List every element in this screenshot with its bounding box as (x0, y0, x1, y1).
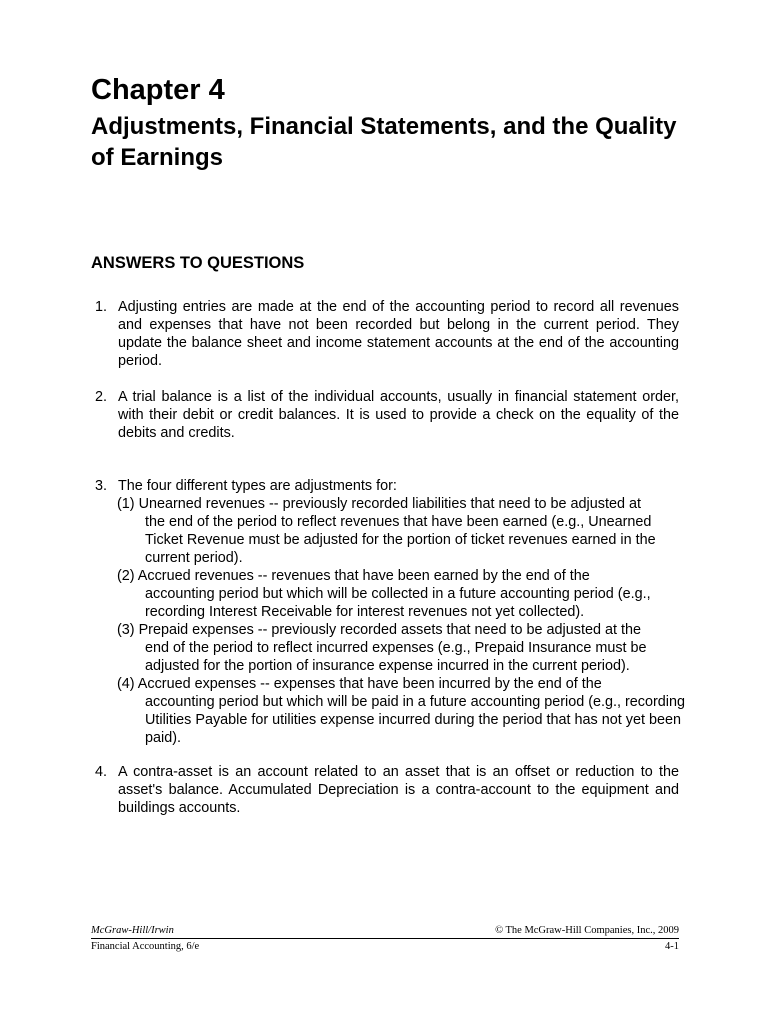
chapter-subtitle: Adjustments, Financial Statements, and the Quality of Earnings (91, 113, 677, 171)
adjustment-type-2 (117, 567, 687, 621)
answer-number: 2. (95, 389, 108, 405)
answer-text: Adjusting entries are made at the end of the accounting period to record all revenues and expenses that have not been recorded but belong in the current period. They update the balance sheet and income statement accounts at the end of the accounting period. (118, 299, 679, 369)
adjustment-type-1 (117, 495, 687, 567)
adjustment-type-continuation: accounting period but which will be collected in a future accounting period (e.g., recording Interest Receivable for interest revenues not yet collected). (145, 586, 651, 620)
answer-1 (91, 298, 679, 370)
footer-book-title: Financial Accounting, 6/e (91, 941, 200, 952)
adjustment-type-first-line: (3) Prepaid expenses -- previously recorded assets that need to be adjusted at the (117, 622, 641, 638)
answer-2 (91, 388, 679, 442)
answer-text: A contra-asset is an account related to an asset that is an offset or reduction to the asset's balance. Accumulated Depreciation is a contra-account to the equipment and buildings accounts. (118, 764, 679, 816)
chapter-title: Chapter 4 (91, 74, 225, 106)
section-heading: ANSWERS TO QUESTIONS (91, 254, 305, 272)
answer-4 (91, 763, 679, 817)
answer-intro: The four different types are adjustments for: (118, 478, 397, 494)
answer-number: 4. (95, 764, 108, 780)
adjustment-type-first-line: (4) Accrued expenses -- expenses that have been incurred by the end of the (117, 676, 602, 692)
adjustment-type-continuation: the end of the period to reflect revenues that have been earned (e.g., Unearned Ticket Revenue must be adjusted for the portion of ticket revenues earned in the current period). (145, 514, 656, 566)
adjustment-type-continuation: end of the period to reflect incurred expenses (e.g., Prepaid Insurance must be adjusted for the portion of insurance expense incurred in the current period). (145, 640, 647, 674)
footer-publisher: McGraw-Hill/Irwin (91, 925, 174, 936)
answer-number: 1. (95, 299, 108, 315)
adjustment-type-first-line: (1) Unearned revenues -- previously recorded liabilities that need to be adjusted at (117, 496, 641, 512)
adjustment-type-continuation: accounting period but which will be paid in a future accounting period (e.g., recording Utilities Payable for utilities expense incurred during the period that has not yet been paid). (145, 694, 685, 746)
answer-number: 3. (95, 478, 108, 494)
adjustment-type-first-line: (2) Accrued revenues -- revenues that have been earned by the end of the (117, 568, 590, 584)
answer-text: A trial balance is a list of the individual accounts, usually in financial statement order, with their debit or credit balances. It is used to provide a check on the equality of the debits and credits. (118, 389, 679, 441)
adjustment-type-4 (117, 675, 687, 747)
footer-divider (91, 938, 679, 939)
footer-copyright: © The McGraw-Hill Companies, Inc., 2009 (495, 925, 679, 936)
page-number: 4-1 (665, 941, 679, 952)
adjustment-type-3 (117, 621, 687, 675)
